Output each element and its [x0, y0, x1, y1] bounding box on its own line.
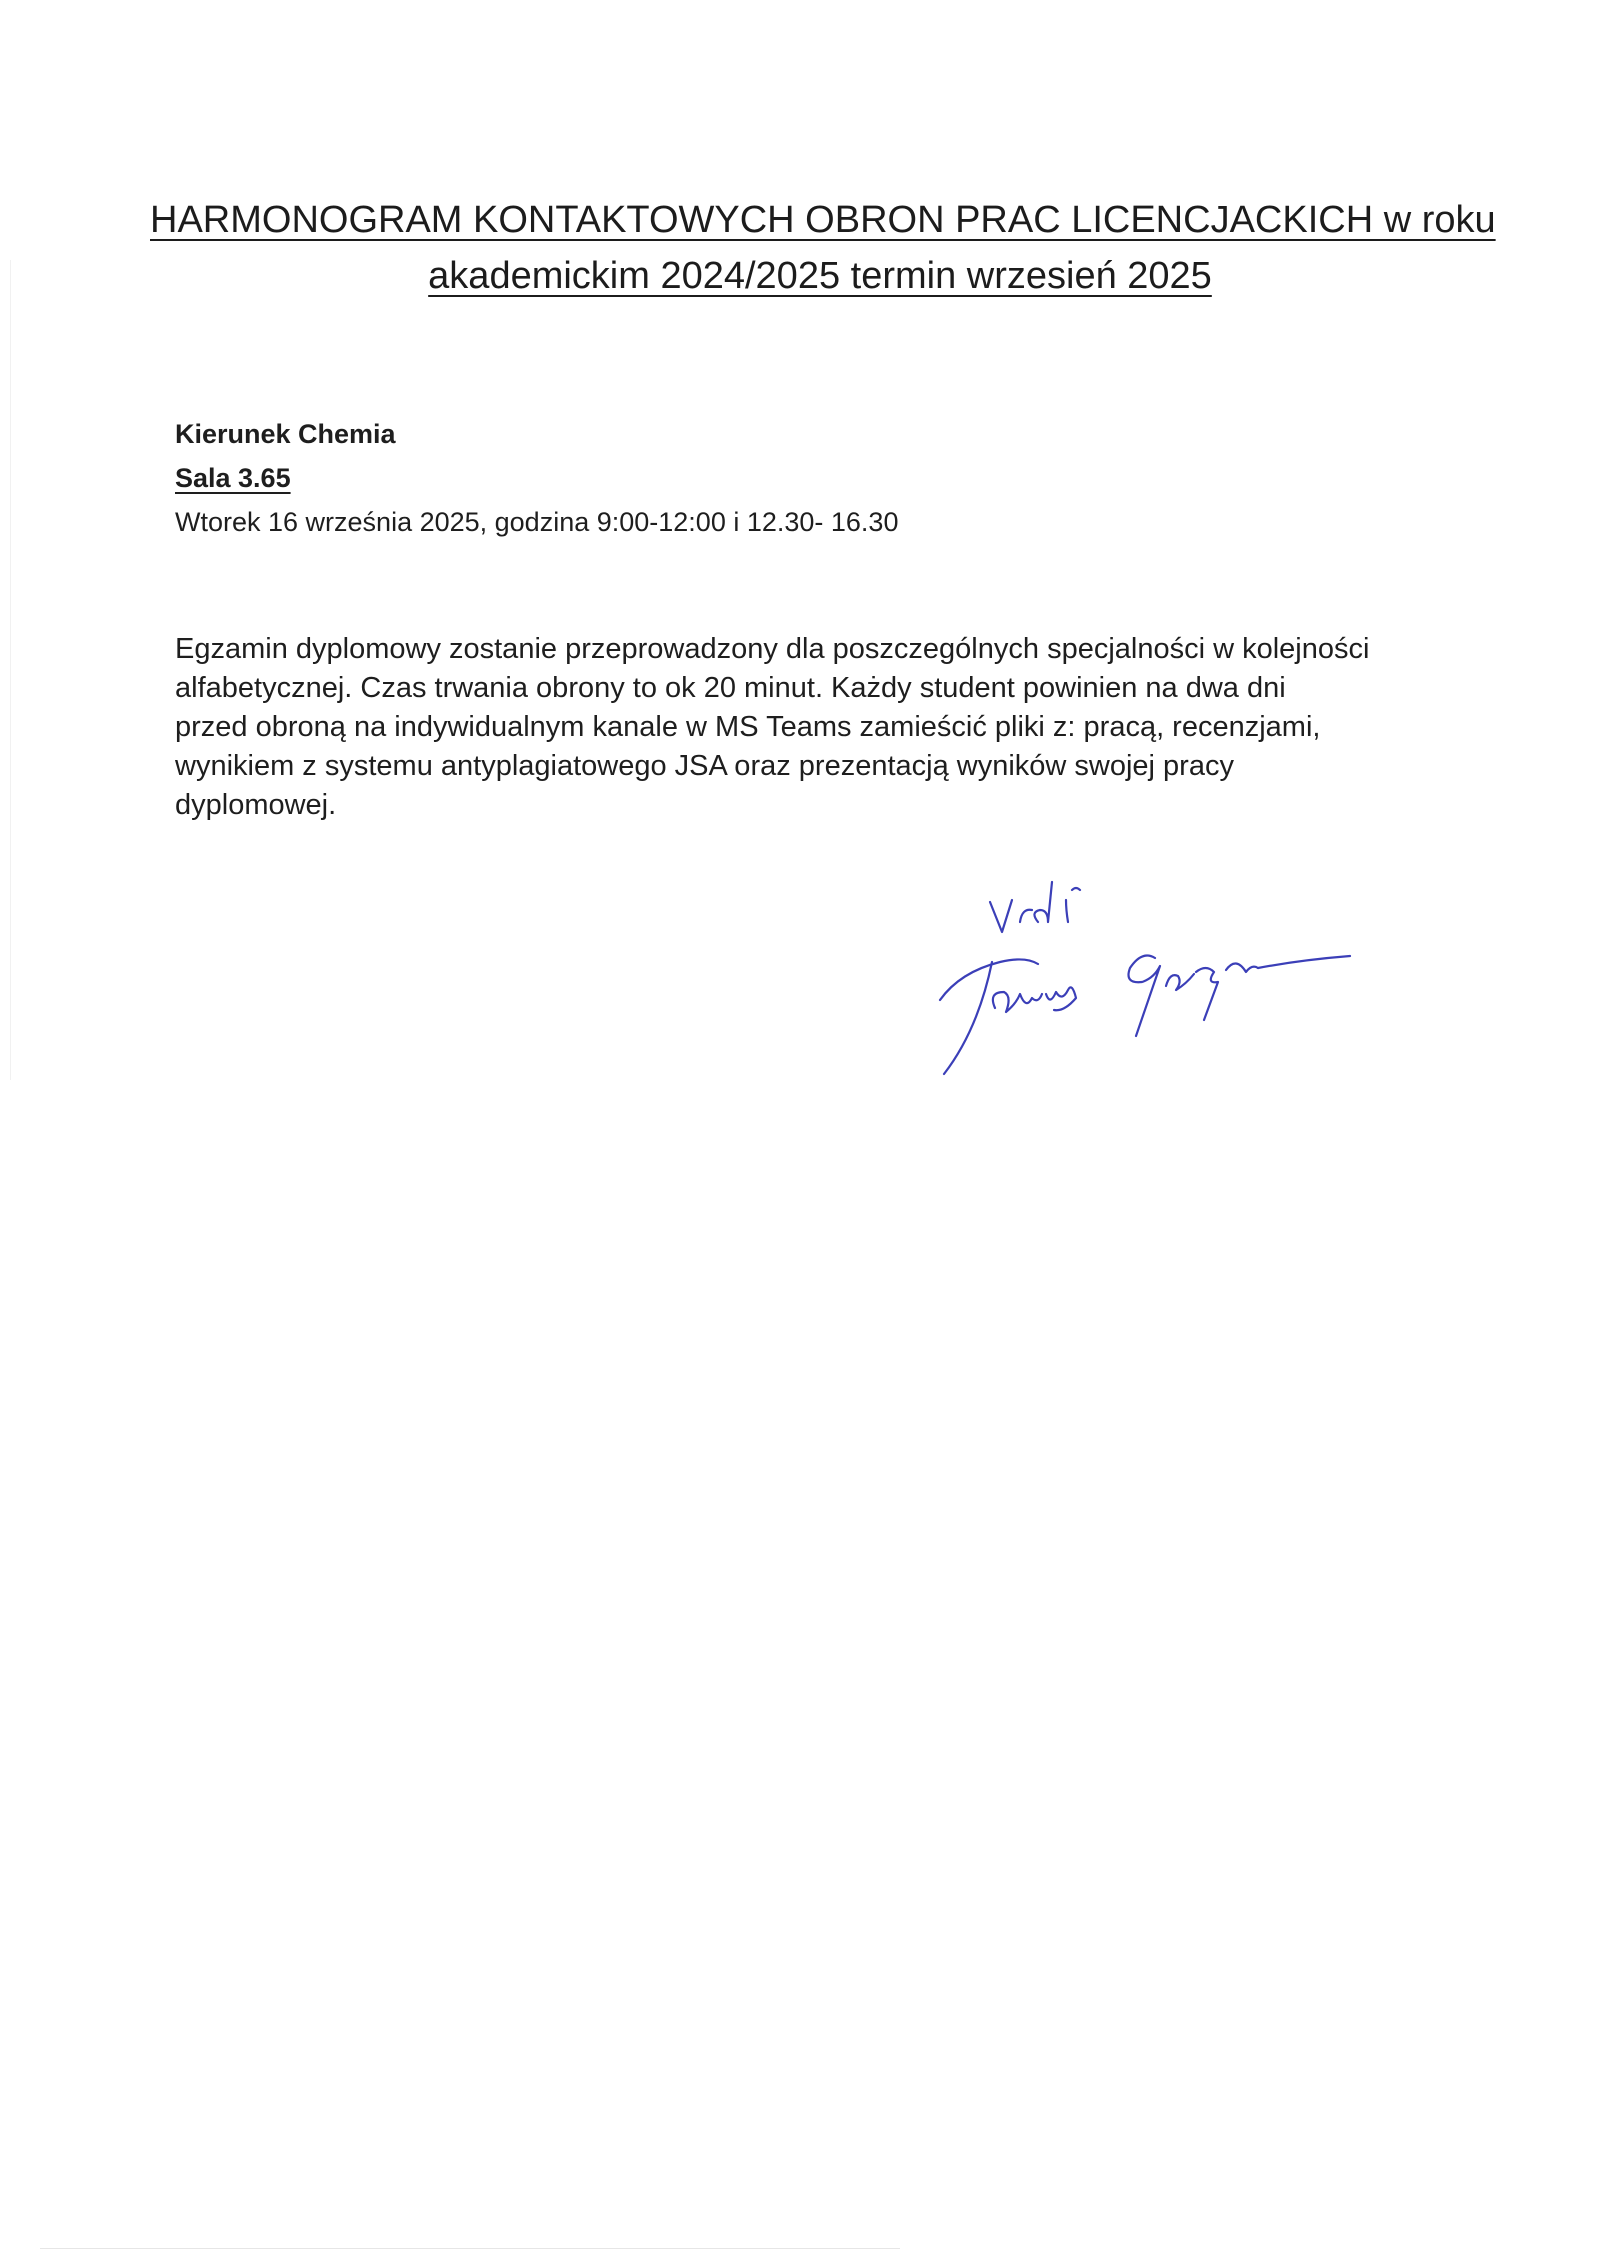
description-line: dyplomowej.: [175, 789, 337, 821]
description-line: wynikiem z systemu antyplagiatowego JSA oraz prezentacją wyników swojej pracy: [175, 750, 1234, 782]
title-line-2: akademickim 2024/2025 termin wrzesień 2025: [428, 255, 1212, 297]
document-title: [150, 192, 1496, 304]
description-line: alfabetycznej. Czas trwania obrony to ok 20 minut. Każdy student powinien na dwa dni: [175, 672, 1286, 704]
room-number: Sala 3.65: [175, 463, 291, 493]
exam-description: [175, 630, 1505, 825]
scan-edge-shadow: [10, 260, 11, 1080]
handwritten-signature: [880, 860, 1420, 1080]
scan-bottom-line: [40, 2248, 900, 2249]
description-line: przed obroną na indywidualnym kanale w MS Teams zamieścić pliki z: pracą, recenzjami,: [175, 711, 1321, 743]
description-line: Egzamin dyplomowy zostanie przeprowadzony dla poszczególnych specjalności w kolejności: [175, 633, 1370, 665]
exam-details: [175, 412, 898, 544]
field-of-study: Kierunek Chemia: [175, 419, 396, 449]
exam-date-time: Wtorek 16 września 2025, godzina 9:00-12:00 i 12.30- 16.30: [175, 507, 899, 537]
title-line-1: HARMONOGRAM KONTAKTOWYCH OBRON PRAC LICENCJACKICH w roku: [150, 199, 1496, 241]
